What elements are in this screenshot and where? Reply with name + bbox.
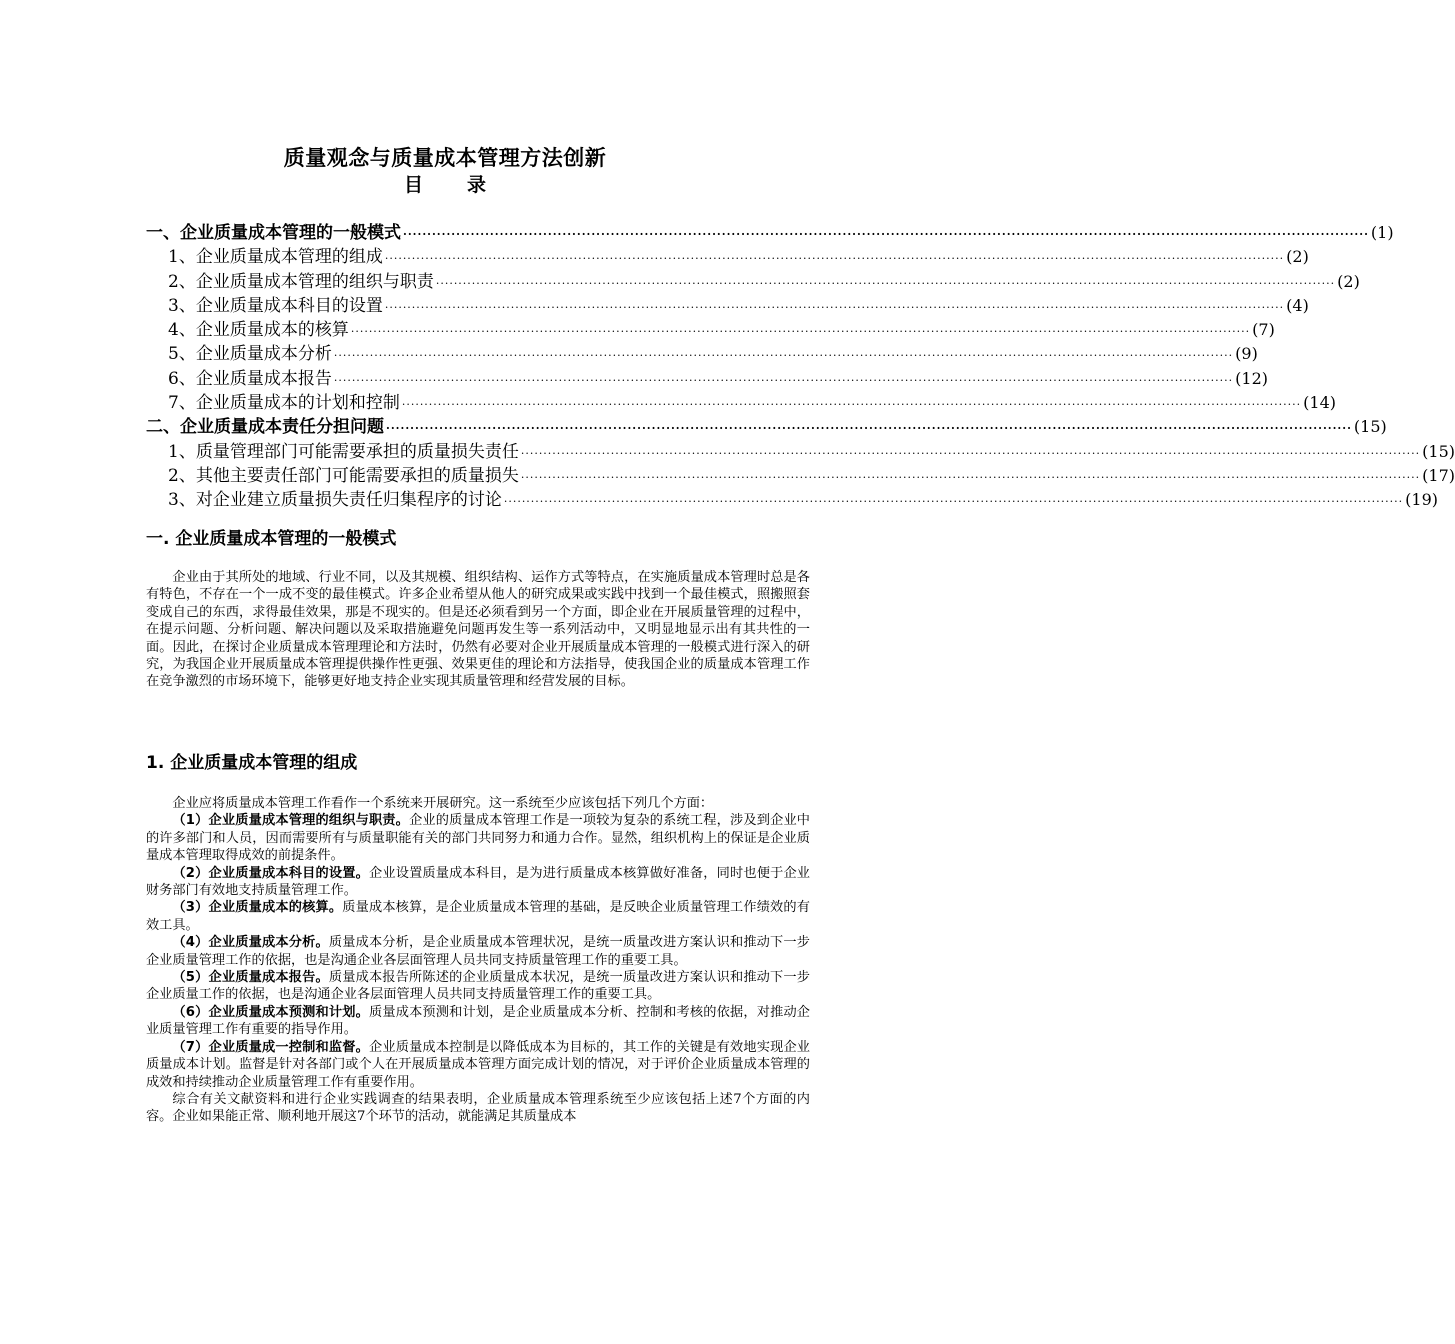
toc-leader-dots: ········································································································································································································ — [386, 422, 1352, 436]
list-item-title: （3）企业质量成本的核算。 — [172, 900, 343, 916]
toc-entry-label: 5、企业质量成本分析 — [168, 344, 332, 365]
toc-entry[interactable] — [146, 339, 1258, 365]
toc-entry-page: (12) — [1235, 368, 1268, 388]
toc-heading — [0, 172, 890, 198]
toc-leader-dots: ········································································································································································································ — [384, 252, 1285, 266]
toc-entry[interactable] — [146, 461, 1455, 486]
toc-entry-label: 4、企业质量成本的核算 — [168, 320, 349, 341]
toc-leader-dots: ········································································································································································································ — [503, 495, 1404, 509]
section-heading-1-1: 1. 企业质量成本管理的组成 — [146, 753, 358, 773]
toc-entry-page: (2) — [1337, 271, 1360, 291]
toc-entry-page: (2) — [1286, 247, 1309, 267]
toc-entry-page: (15) — [1422, 441, 1455, 461]
list-item-title: （1）企业质量成本管理的组织与职责。 — [172, 813, 410, 829]
toc-entry-label: 二、企业质量成本责任分担问题 — [146, 417, 384, 438]
list-item — [146, 812, 810, 864]
toc-leader-dots: ········································································································································································································ — [384, 300, 1285, 314]
toc-entry-page: (1) — [1370, 223, 1394, 242]
toc-entry[interactable] — [146, 412, 1387, 438]
list-item-title: （7）企业质量成一控制和监督。 — [172, 1039, 369, 1055]
list-item — [146, 969, 810, 1004]
toc-entry-page: (7) — [1252, 320, 1275, 340]
toc-leader-dots: ········································································································································································································ — [520, 446, 1421, 460]
list-item-text: 质量成本核算，是企业质量成本管理的基础，是反映企业质量管理工作绩效的有效工具。 — [146, 900, 810, 933]
list-item-title: （4）企业质量成本分析。 — [172, 935, 329, 951]
toc-entry[interactable] — [146, 242, 1309, 268]
toc-heading-char-2: 录 — [467, 174, 487, 196]
toc-entry-page: (9) — [1235, 344, 1258, 364]
toc-entry-page: (14) — [1303, 393, 1336, 413]
toc-entry[interactable] — [146, 218, 1394, 243]
toc-leader-dots: ········································································································································································································ — [350, 325, 1251, 339]
toc-entry[interactable] — [146, 267, 1360, 292]
toc-leader-dots: ········································································································································································································ — [435, 276, 1336, 290]
toc-leader-dots: ········································································································································································································ — [401, 398, 1302, 412]
toc-entry[interactable] — [146, 364, 1268, 389]
list-item — [146, 1039, 810, 1091]
toc-entry-page: (17) — [1422, 465, 1455, 485]
list-item-text: 企业质量成本控制是以降低成本为目标的，其工作的关键是有效地实现企业质量成本计划。监督是针对各部门或个人在开展质量成本管理方面完成计划的情况，对于评价企业质量成本管理的成效和持续推动企业质量管理工作有重要作用。 — [146, 1039, 810, 1090]
toc-entry[interactable] — [146, 485, 1438, 511]
toc-entry[interactable] — [146, 388, 1336, 414]
document-title: 质量观念与质量成本管理方法创新 — [283, 146, 607, 170]
toc-entry-label: 3、企业质量成本科目的设置 — [168, 295, 383, 316]
list-item-text: 质量成本分析，是企业质量成本管理状况，是统一质量改进方案认识和推动下一步企业质量管理工作的依据，也是沟通企业各层面管理人员共同支持质量管理工作的重要工具。 — [146, 935, 810, 968]
toc-entry-label: 2、企业质量成本管理的组织与职责 — [168, 271, 434, 292]
toc-entry-label: 3、对企业建立质量损失责任归集程序的讨论 — [168, 490, 502, 511]
list-item-text: 企业设置质量成本科目，是为进行质量成本核算做好准备，同时也便于企业财务部门有效地支持质量管理工作。 — [146, 865, 810, 899]
paragraph: 企业由于其所处的地域、行业不同，以及其规模、组织结构、运作方式等特点，在实施质量成本管理时总是各有特色，不存在一个一成不变的最佳模式。许多企业希望从他人的研究成果或实践中找到一个最佳模式，照搬照套变成自己的东西，求得最佳效果，那是不现实的。但是还必须看到另一个方面，即企业在开展质量管理的过程中，在提示问题、分析问题、解决问题以及采取措施避免问题再发生等一系列活动中，又明显地显示出有其共性的一面。因此，在探讨企业质量成本管理理论和方法时，仍然有必要对企业开展质量成本管理的一般模式进行深入的研究，为我国企业开展质量成本管理提供操作性更强、效果更佳的理论和方法指导，使我国企业的质量成本管理工作在竞争激烈的市场环境下，能够更好地支持企业实现其质量管理和经营发展的目标。 — [146, 570, 810, 690]
toc-leader-dots: ········································································································································································································ — [333, 373, 1234, 387]
list-item-text: 企业的质量成本管理工作是一项较为复杂的系统工程，涉及到企业中的许多部门和人员，因而需要所有与质量职能有关的部门共同努力和通力合作。显然，组织机构上的保证是企业质量成本管理取得成效的前提条件。 — [146, 813, 810, 864]
section-1-1-body — [146, 795, 810, 1126]
list-item-text: 质量成本报告所陈述的企业质量成本状况，是统一质量改进方案认识和推动下一步企业质量工作的依据，也是沟通企业各层面管理人员共同支持质量管理工作的重要工具。 — [146, 970, 810, 1003]
list-item — [146, 934, 810, 969]
closing-paragraph: 综合有关文献资料和进行企业实践调查的结果表明，企业质量成本管理系统至少应该包括上述7个方面的内容。企业如果能正常、顺利地开展这7个环节的活动，就能满足其质量成本 — [146, 1091, 810, 1125]
toc-entry-page: (19) — [1405, 490, 1438, 510]
list-item — [146, 899, 810, 934]
toc-leader-dots: ········································································································································································································ — [520, 470, 1421, 484]
section-1-body — [146, 569, 810, 691]
toc-entry-label: 一、企业质量成本管理的一般模式 — [146, 223, 401, 243]
toc-leader-dots: ········································································································································································································ — [403, 228, 1369, 241]
list-item — [146, 865, 810, 900]
intro-paragraph: 企业应将质量成本管理工作看作一个系统来开展研究。这一系统至少应该包括下列几个方面： — [172, 796, 714, 811]
list-item — [146, 1004, 810, 1039]
section-heading-1: 一. 企业质量成本管理的一般模式 — [146, 529, 397, 549]
toc-heading-char-1: 目 — [403, 174, 423, 196]
list-item-title: （2）企业质量成本科目的设置。 — [172, 865, 369, 881]
list-item-text: 质量成本预测和计划，是企业质量成本分析、控制和考核的依据，对推动企业质量管理工作有重要的指导作用。 — [146, 1004, 810, 1038]
toc-entry[interactable] — [146, 437, 1455, 462]
toc-entry-label: 1、企业质量成本管理的组成 — [168, 247, 383, 268]
toc-entry[interactable] — [146, 291, 1309, 316]
toc-entry-label: 7、企业质量成本的计划和控制 — [168, 393, 400, 414]
toc-entry-label: 2、其他主要责任部门可能需要承担的质量损失 — [168, 465, 519, 486]
table-of-contents — [146, 218, 1455, 511]
toc-entry-page: (4) — [1286, 295, 1309, 315]
toc-entry-label: 1、质量管理部门可能需要承担的质量损失责任 — [168, 441, 519, 462]
toc-entry[interactable] — [146, 315, 1275, 341]
toc-entry-label: 6、企业质量成本报告 — [168, 368, 332, 389]
list-item-title: （6）企业质量成本预测和计划。 — [172, 1004, 369, 1020]
toc-entry-page: (15) — [1353, 417, 1387, 437]
toc-leader-dots: ········································································································································································································ — [333, 349, 1234, 363]
list-item-title: （5）企业质量成本报告。 — [172, 970, 329, 986]
